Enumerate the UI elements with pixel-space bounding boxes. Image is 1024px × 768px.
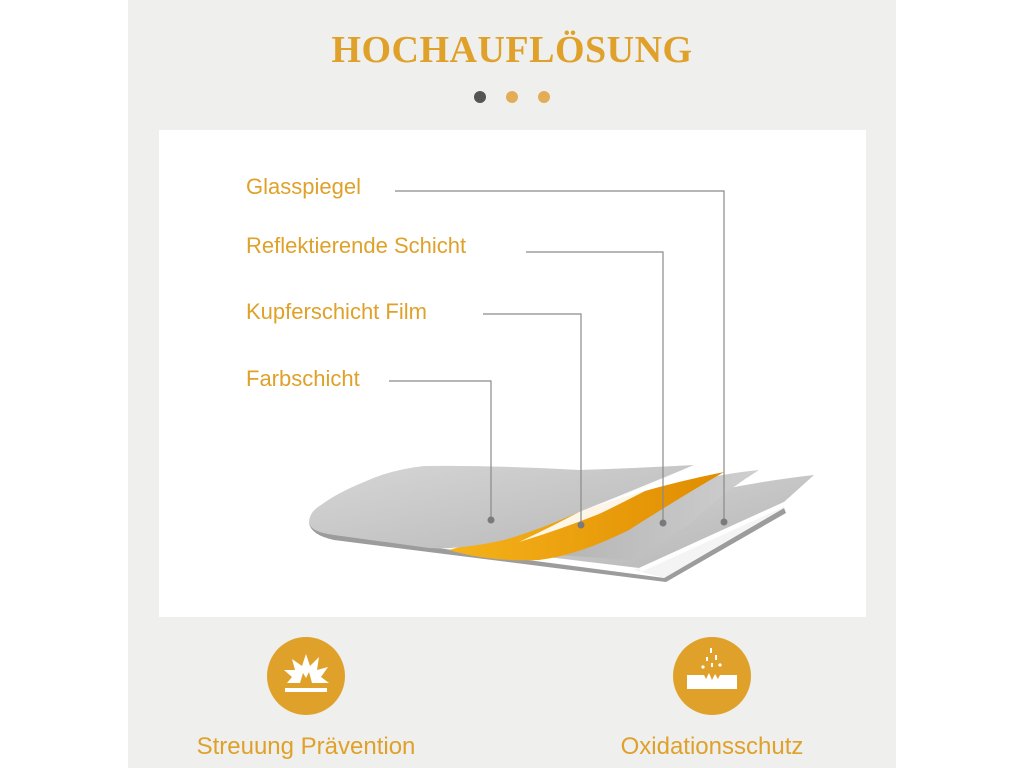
product-panel xyxy=(128,0,896,768)
layer-label-reflektierende-schicht: Reflektierende Schicht xyxy=(246,233,467,258)
carousel-dot-1[interactable] xyxy=(474,91,486,103)
rust-surface-icon xyxy=(673,637,751,715)
leader-dot-reflektierend xyxy=(660,520,667,527)
layer-label-farbschicht: Farbschicht xyxy=(246,366,360,391)
layer-label-kupferschicht-film: Kupferschicht Film xyxy=(246,299,427,324)
layer-diagram-card xyxy=(159,130,866,617)
explosion-icon xyxy=(267,637,345,715)
feature-label-oxidation: Oxidationsschutz xyxy=(620,733,804,760)
feature-streuung xyxy=(166,637,446,761)
explosion-icon-badge xyxy=(267,637,345,715)
leader-dot-kupfer xyxy=(578,522,585,529)
layer-label-glasspiegel: Glasspiegel xyxy=(246,174,361,199)
carousel-dots xyxy=(128,91,896,103)
carousel-dot-2[interactable] xyxy=(506,91,518,103)
rust-surface-icon-badge xyxy=(673,637,751,715)
feature-oxidation xyxy=(572,637,852,761)
page-title: HOCHAUFLÖSUNG xyxy=(331,29,693,71)
carousel-dot-3[interactable] xyxy=(538,91,550,103)
feature-label-streuung: Streuung Prävention xyxy=(196,733,416,760)
leader-dot-glasspiegel xyxy=(721,519,728,526)
leader-dot-farbschicht xyxy=(488,517,495,524)
